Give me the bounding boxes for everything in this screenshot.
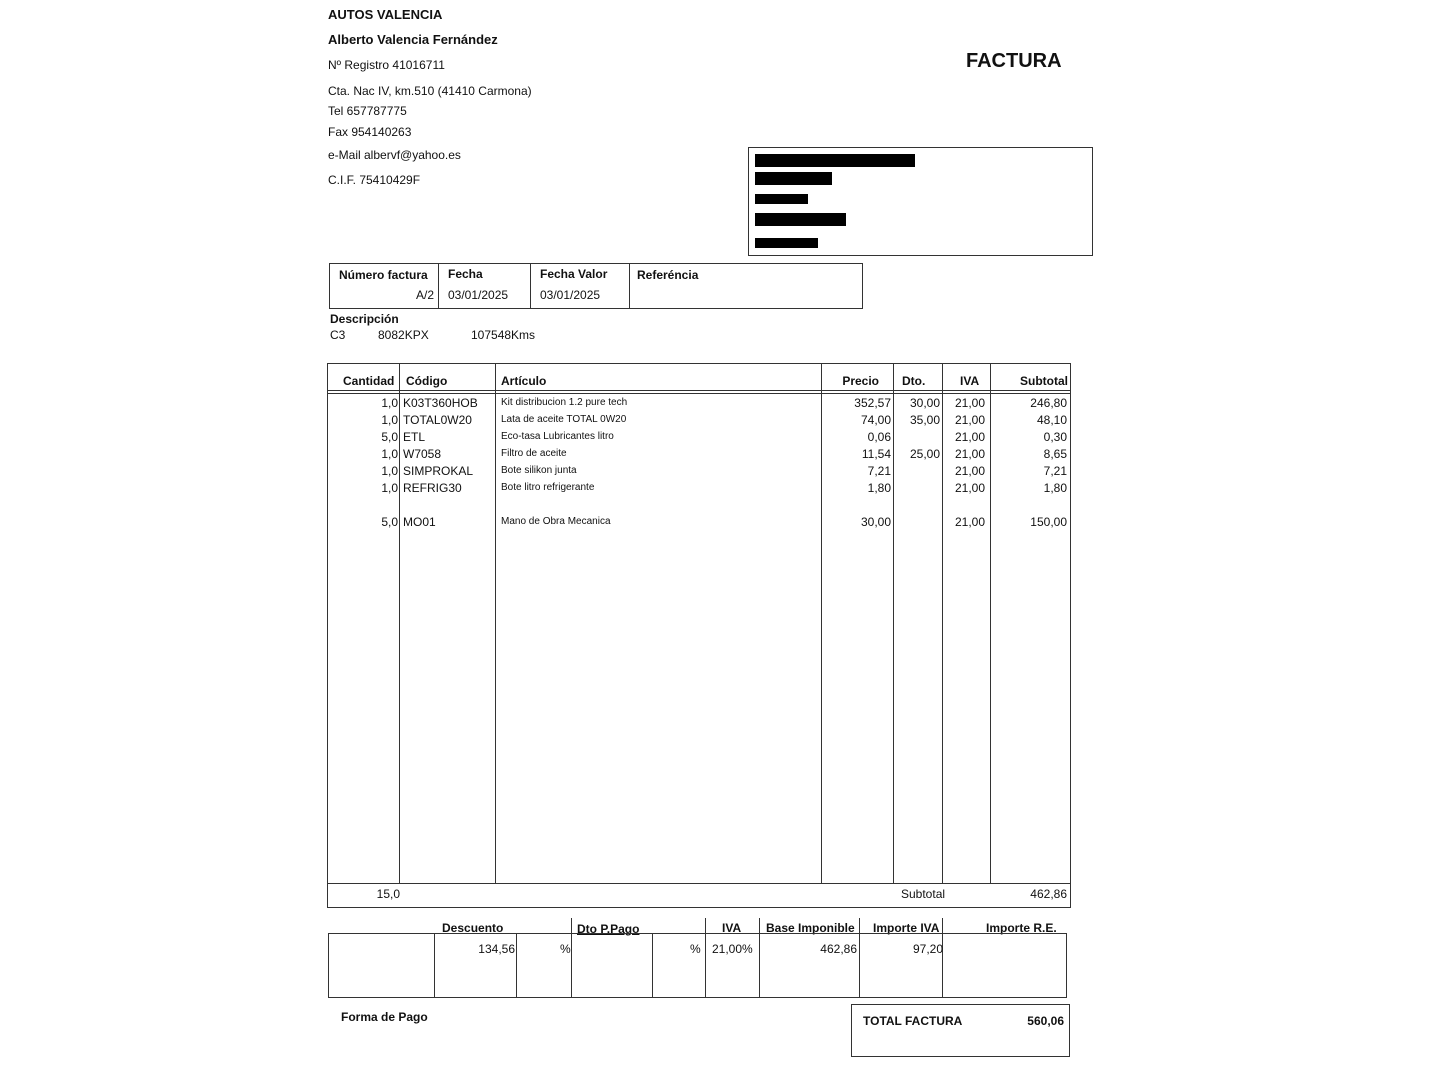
row-dto: 35,00 [909, 413, 940, 427]
descuento-percent-sign: % [560, 942, 571, 956]
total-box [851, 1004, 1070, 1057]
document-title: FACTURA [966, 50, 1062, 72]
row-cantidad: 5,0 [381, 515, 398, 529]
table-row [328, 413, 1070, 430]
subtotal-label: Subtotal [901, 887, 946, 901]
row-iva: 21,00 [954, 481, 985, 495]
label-referencia: Referéncia [637, 268, 699, 282]
row-iva: 21,00 [954, 430, 985, 444]
row-subtotal: 0,30 [1043, 430, 1067, 444]
total-factura-value: 560,06 [1027, 1014, 1064, 1028]
row-articulo: Lata de aceite TOTAL 0W20 [501, 414, 627, 425]
redaction-bar [755, 238, 818, 248]
row-iva: 21,00 [954, 464, 985, 478]
redaction-bar [755, 154, 915, 167]
table-row [328, 447, 1070, 464]
company-email: e-Mail albervf@yahoo.es [328, 148, 461, 162]
row-dto: 25,00 [909, 447, 940, 461]
vehicle-kms: 107548Kms [471, 328, 536, 342]
redaction-bar [755, 213, 846, 226]
total-factura-label: TOTAL FACTURA [863, 1014, 963, 1028]
vehicle-model: C3 [330, 328, 346, 342]
row-codigo: SIMPROKAL [403, 464, 474, 478]
col-header-subtotal: Subtotal [1020, 374, 1068, 388]
row-subtotal: 150,00 [1030, 515, 1067, 529]
tax-summary-box [328, 933, 1067, 998]
row-precio: 11,54 [861, 447, 891, 461]
tax-header-importe-re: Importe R.E. [986, 921, 1057, 935]
row-subtotal: 7,21 [1043, 464, 1067, 478]
row-articulo: Filtro de aceite [501, 448, 567, 459]
row-articulo: Eco-tasa Lubricantes litro [501, 431, 614, 442]
row-codigo: REFRIG30 [403, 481, 462, 495]
importe-iva-value: 97,20 [912, 942, 943, 956]
forma-de-pago-label: Forma de Pago [341, 1010, 428, 1024]
row-cantidad: 1,0 [381, 447, 398, 461]
customer-address-box [748, 147, 1093, 256]
row-precio: 7,21 [867, 464, 891, 478]
vehicle-plate: 8082KPX [378, 328, 429, 342]
company-fax: Fax 954140263 [328, 125, 412, 139]
row-cantidad: 5,0 [381, 430, 398, 444]
table-row [328, 481, 1070, 498]
row-codigo: ETL [403, 430, 426, 444]
row-articulo: Bote silikon junta [501, 465, 577, 476]
invoice-date: 03/01/2025 [448, 288, 509, 302]
row-iva: 21,00 [954, 447, 985, 461]
redaction-bar [755, 194, 808, 204]
tax-header-base: Base Imponible [766, 921, 855, 935]
row-codigo: MO01 [403, 515, 436, 529]
tax-header-dto-pago: Dto P.Pago [577, 922, 640, 936]
invoice-header-box [329, 263, 863, 309]
row-codigo: K03T360HOB [403, 396, 478, 410]
items-table [327, 363, 1071, 908]
row-precio: 1,80 [867, 481, 891, 495]
col-header-iva: IVA [960, 374, 980, 388]
base-imponible-value: 462,86 [820, 942, 857, 956]
col-header-articulo: Artículo [501, 374, 547, 388]
descripcion-label: Descripción [330, 312, 399, 326]
row-articulo: Bote litro refrigerante [501, 482, 595, 493]
iva-rate-value: 21,00% [712, 942, 753, 956]
row-precio: 352,57 [854, 396, 891, 410]
tax-header-importe-iva: Importe IVA [873, 921, 940, 935]
table-row [328, 396, 1070, 413]
row-articulo: Kit distribucion 1.2 pure tech [501, 397, 628, 408]
tax-header-iva: IVA [722, 921, 742, 935]
row-precio: 74,00 [860, 413, 891, 427]
row-precio: 30,00 [860, 515, 891, 529]
subtotal-value: 462,86 [1030, 887, 1067, 901]
tax-header-descuento: Descuento [442, 921, 504, 935]
redaction-bar [755, 172, 832, 185]
row-subtotal: 1,80 [1043, 481, 1067, 495]
row-codigo: W7058 [403, 447, 442, 461]
row-cantidad: 1,0 [381, 481, 398, 495]
company-address: Cta. Nac IV, km.510 (41410 Carmona) [328, 84, 532, 98]
col-header-cantidad: Cantidad [343, 374, 395, 388]
row-subtotal: 8,65 [1043, 447, 1067, 461]
label-fecha: Fecha [448, 267, 483, 281]
table-row [328, 430, 1070, 447]
descuento-value: 134,56 [478, 942, 515, 956]
row-cantidad: 1,0 [381, 396, 398, 410]
company-name: AUTOS VALENCIA [328, 7, 443, 22]
col-header-precio: Precio [842, 374, 879, 388]
invoice-number: A/2 [415, 288, 434, 302]
row-precio: 0,06 [867, 430, 891, 444]
table-row [328, 464, 1070, 481]
row-cantidad: 1,0 [381, 464, 398, 478]
col-header-dto: Dto. [902, 374, 926, 388]
dto-pago-percent-sign: % [690, 942, 701, 956]
row-subtotal: 48,10 [1036, 413, 1067, 427]
row-subtotal: 246,80 [1030, 396, 1067, 410]
row-codigo: TOTAL0W20 [403, 413, 472, 427]
company-tel: Tel 657787775 [328, 104, 407, 118]
label-fecha-valor: Fecha Valor [540, 267, 608, 281]
col-header-codigo: Código [406, 374, 448, 388]
company-owner: Alberto Valencia Fernández [328, 32, 498, 47]
label-numero-factura: Número factura [339, 268, 428, 282]
table-row [328, 515, 1070, 532]
total-quantity: 15,0 [376, 887, 400, 901]
row-iva: 21,00 [954, 413, 985, 427]
row-iva: 21,00 [954, 396, 985, 410]
company-registro: Nº Registro 41016711 [328, 58, 445, 72]
invoice-value-date: 03/01/2025 [540, 288, 601, 302]
row-cantidad: 1,0 [381, 413, 398, 427]
company-cif: C.I.F. 75410429F [328, 173, 421, 187]
row-dto: 30,00 [909, 396, 940, 410]
row-iva: 21,00 [954, 515, 985, 529]
row-articulo: Mano de Obra Mecanica [501, 516, 611, 527]
